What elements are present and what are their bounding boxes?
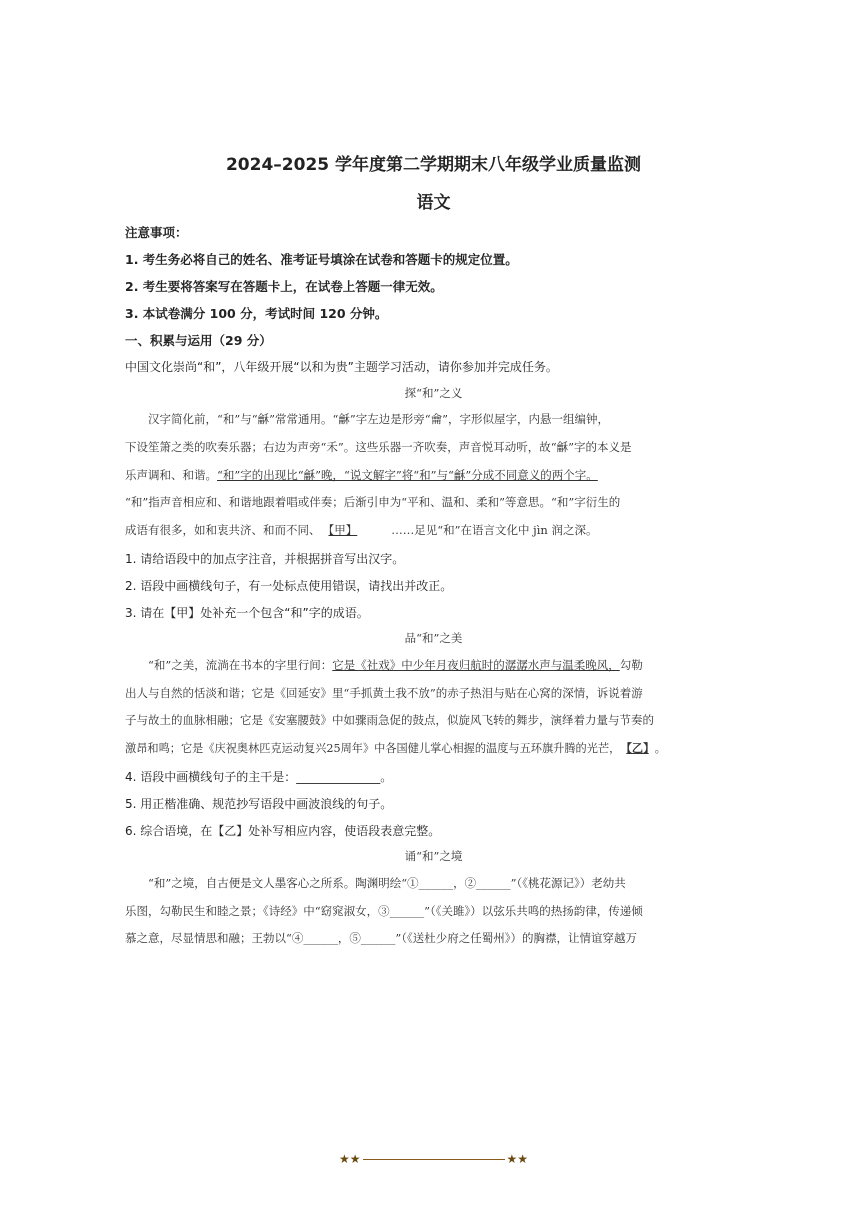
part1-title: 探“和”之义 [404, 386, 463, 400]
question: 2. 语段中画横线句子，有一处标点使用错误，请找出并改正。 [125, 579, 453, 593]
paragraph-line: 乐图，勾勒民生和睦之景；《诗经》中“窈窕淑女，③______”（《关雎》）以弦乐共鸣的热扬韵律，传递倾 [125, 904, 643, 918]
question: 3. 请在【甲】处补充一个包含“和”字的成语。 [125, 606, 369, 620]
notice-item: 3. 本试卷满分 100 分，考试时间 120 分钟。 [125, 306, 388, 321]
part3-title: 诵“和”之境 [404, 849, 463, 863]
paragraph-line: 下设笙箫之类的吹奏乐器；右边为声旁“禾”。这些乐器一齐吹奏，声音悦耳动听，故“龢”字的本义是 [125, 440, 632, 454]
paragraph-line: “和”指声音相应和、和谐地跟着唱或伴奏；后渐引申为“平和、温和、柔和”等意思。“和”字衍生的 [125, 495, 621, 509]
section-heading: 一、积累与运用（29 分） [125, 333, 272, 348]
blank-yi: 【乙】 [626, 741, 649, 755]
question: 6. 综合语境，在【乙】处补写相应内容，使语段表意完整。 [125, 824, 441, 838]
page-footer [0, 1152, 867, 1166]
page-title: 2024–2025 学年度第二学期期末八年级学业质量监测 [225, 155, 642, 175]
underlined-sentence: 它是《社戏》中少年月夜归航时的潺潺水声与温柔晚风， [332, 658, 620, 672]
paragraph-line: 激昂和鸣；它是《庆祝奥林匹克运动复兴25周年》中各国健儿掌心相握的温度与五环旗升腾的光芒， 【乙】 。 [125, 741, 666, 755]
question: 5. 用正楷准确、规范抄写语段中画波浪线的句子。 [125, 797, 393, 811]
notice-item: 1. 考生务必将自己的姓名、准考证号填涂在试卷和答题卡的规定位置。 [125, 252, 518, 267]
blank-jia: 【甲】 [328, 523, 358, 537]
paragraph-line: 慕之意，尽显情思和融；王勃以“④______，⑤______”（《送杜少府之任蜀州》）的胸襟，让情谊穿越万 [125, 931, 638, 945]
notice-item: 2. 考生要将答案写在答题卡上，在试卷上答题一律无效。 [125, 279, 443, 294]
underlined-sentence: “和”字的出现比“龢”晚，“说文解字”将“和”与“龢”分成不同意义的两个字。 [217, 468, 598, 482]
paragraph-line: 出人与自然的恬淡和谐；它是《回延安》里“手抓黄土我不放”的赤子热泪与贴在心窝的深情，诉说着游 [125, 686, 643, 700]
paragraph-line: 乐声调和、和谐。“和”字的出现比“龢”晚，“说文解字”将“和”与“龢”分成不同意义的两个字。 [125, 468, 598, 482]
notice-heading: 注意事项： [125, 225, 188, 240]
subject-title: 语文 [416, 193, 451, 213]
question: 1. 请给语段中的加点字注音，并根据拼音写出汉字。 [125, 552, 405, 566]
question: 4. 语段中画横线句子的主干是：______________。 [125, 770, 393, 784]
paragraph-line: “和”之境，自古便是文人墨客心之所系。陶渊明绘“①______，②______”（《桃花源记》）老幼共 [148, 876, 626, 890]
footer-divider [363, 1159, 505, 1160]
star-icon: ★★ [338, 1152, 361, 1166]
star-icon: ★★ [506, 1152, 529, 1166]
paragraph-line: 成语有很多，如和衷共济、和而不同、 【甲】 ……足见“和”在语言文化中 jìn 润之深。 [125, 523, 598, 537]
section-intro: 中国文化崇尚“和”，八年级开展“以和为贵”主题学习活动，请你参加并完成任务。 [125, 360, 558, 374]
paragraph-line: 子与故土的血脉相融；它是《安塞腰鼓》中如骤雨急促的鼓点，似旋风飞转的舞步，演绎着力量与节奏的 [125, 713, 654, 727]
paragraph-line: “和”之美，流淌在书本的字里行间：它是《社戏》中少年月夜归航时的潺潺水声与温柔晚风，勾勒 [148, 658, 643, 672]
paragraph-line: 汉字简化前，“和”与“龢”常常通用。“龢”字左边是形旁“龠”，字形似屋字，内悬一组编钟， [148, 412, 610, 426]
part2-title: 品“和”之美 [404, 631, 463, 645]
answer-blank: ______________ [296, 770, 381, 784]
